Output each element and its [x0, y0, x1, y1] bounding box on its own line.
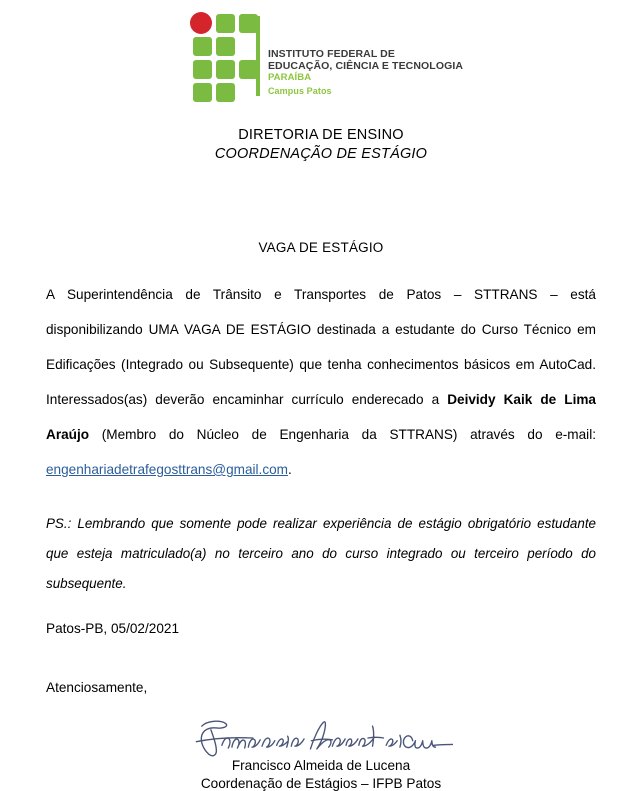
logo-square-icon: [193, 60, 212, 79]
logo-square-icon: [239, 60, 258, 79]
logo-square-icon: [216, 37, 235, 56]
date-line: Patos-PB, 05/02/2021: [46, 621, 180, 636]
logo-square-icon: [239, 14, 258, 33]
ps-note: PS.: Lembrando que somente pode realizar experiência de estágio obrigatório estudante que esteja matriculado(a) no terceiro ano do curso integrado ou terceiro período do subsequente.: [46, 516, 596, 591]
institution-line-2: EDUCAÇÃO, CIÊNCIA E TECNOLOGIA: [267, 59, 464, 72]
contact-email-link[interactable]: engenhariadetrafegosttrans@gmail.com: [46, 462, 289, 477]
department-coordination: COORDENAÇÃO DE ESTÁGIO: [214, 146, 428, 162]
institution-campus: Campus Patos: [267, 86, 332, 97]
announcement-paragraph: [46, 277, 596, 487]
letterhead: [0, 0, 642, 101]
signature-block: [46, 717, 596, 791]
document-body: [46, 277, 596, 791]
ifpb-logo-mark-icon: [185, 11, 253, 101]
logo-red-circle-icon: [190, 12, 212, 34]
logo-square-icon: [216, 14, 235, 33]
handwritten-signature-icon: [189, 717, 454, 759]
department-heading: [0, 127, 642, 162]
announcement-text-part-2: (Membro do Núcleo de Engenharia da STTRANS) através do e-mail:: [89, 427, 596, 442]
closing-salutation: Atenciosamente,: [46, 680, 148, 695]
department-directorate: DIRETORIA DE ENSINO: [238, 127, 404, 143]
announcement-text-part-1: A Superintendência de Trânsito e Transportes de Patos – STTRANS – está disponibilizando UMA VAGA DE ESTÁGIO destinada a estudante do Curso Técnico em Edificações (Integrado ou Subsequente) que tenha conhecimentos básicos em AutoCad. Interessados(as) deverão encaminhar currículo enderecado a: [46, 287, 596, 407]
logo-square-icon: [193, 37, 212, 56]
logo-square-icon: [193, 83, 212, 102]
institution-name-block: [256, 16, 463, 96]
institution-state: PARAÍBA: [267, 72, 312, 84]
logo-square-icon: [216, 60, 235, 79]
institution-line-1: INSTITUTO FEDERAL DE: [267, 47, 395, 60]
contact-person-name: Deividy Kaik de Lima Araújo: [46, 392, 596, 442]
signatory-name: Francisco Almeida de Lucena: [231, 758, 411, 773]
logo-square-icon: [216, 83, 235, 102]
ifpb-logo: [185, 11, 463, 101]
page-title: VAGA DE ESTÁGIO: [258, 240, 384, 255]
announcement-text-part-3: .: [288, 462, 292, 477]
signatory-role: Coordenação de Estágios – IFPB Patos: [200, 776, 442, 791]
